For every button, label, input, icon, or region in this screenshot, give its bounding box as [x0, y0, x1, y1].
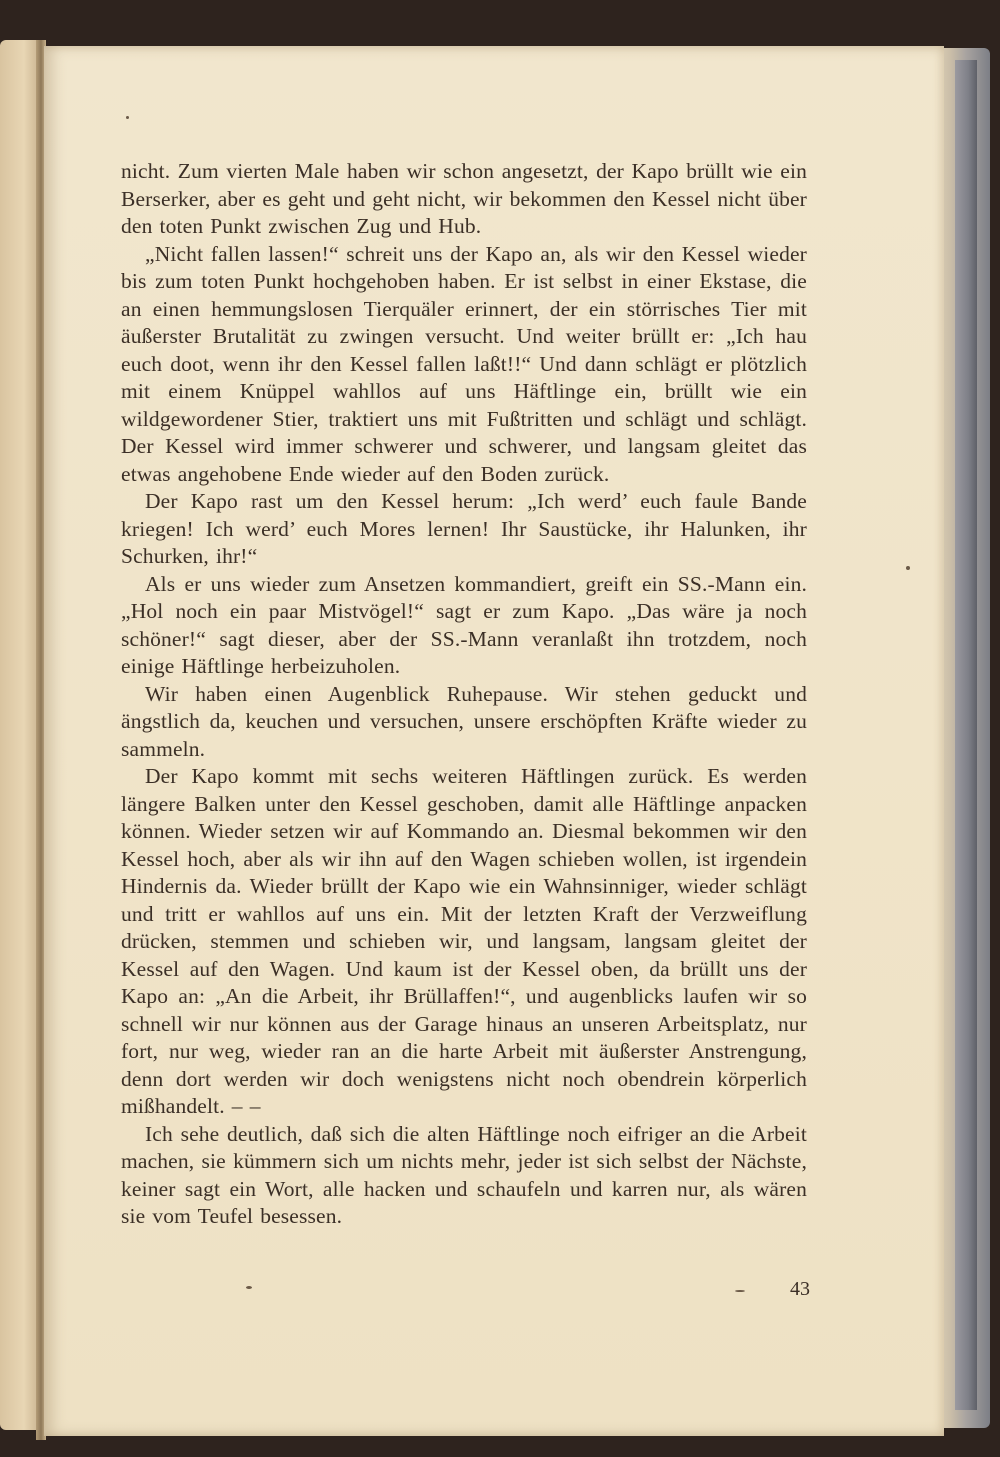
paragraph: „Nicht fallen lassen!“ schreit uns der Kapo an, als wir den Kessel wieder bis zum toten Punkt hochgehoben haben. Er ist selbst in einer Ekstase, die an einen hemmungslosen Tierquäler erinnert, der ein störrisches Tier mit äußerster Brutalität zu zwingen versucht. Und weiter brüllt er: „Ich hau euch doot, wenn ihr den Kessel fallen laßt!!“ Und dann schlägt er plötzlich mit einem Knüppel wahllos auf uns Häftlinge ein, brüllt wie ein wildgewordener Stier, traktiert uns mit Fußtritten und schlägt und schlägt. Der Kessel wird immer schwerer und schwerer, und langsam gleitet das etwas angehobene Ende wieder auf den Boden zurück. [121, 241, 807, 486]
book-cover-edge [955, 60, 977, 1410]
page-body-text [121, 158, 807, 1231]
paragraph: Ich sehe deutlich, daß sich die alten Häftlinge noch eifriger an die Arbeit machen, sie kümmern sich um nichts mehr, jeder ist sich selbst der Nächste, keiner sagt ein Wort, alle hacken und schaufeln und karren nur, als wären sie vom Teufel besessen. [121, 1121, 807, 1228]
paper-speck [735, 1290, 745, 1292]
paragraph: Wir haben einen Augenblick Ruhepause. Wir stehen geduckt und ängstlich da, keuchen und versuchen, unsere erschöpften Kräfte wieder zu sammeln. [121, 681, 807, 761]
paragraph: Der Kapo rast um den Kessel herum: „Ich werd’ euch faule Bande kriegen! Ich werd’ euch Mores lernen! Ihr Saustücke, ihr Halunken, ihr Schurken, ihr!“ [121, 489, 807, 568]
page-number: 43 [790, 1278, 810, 1300]
paragraph: nicht. Zum vierten Male haben wir schon angesetzt, der Kapo brüllt wie ein Berserker, aber es geht und geht nicht, wir bekommen den Kessel nicht über den toten Punkt zwischen Zug und Hub. [121, 159, 807, 238]
left-page-edge [0, 40, 40, 1430]
paper-speck [126, 116, 129, 119]
paragraph: Der Kapo kommt mit sechs weiteren Häftlingen zurück. Es werden längere Balken unter den Kessel geschoben, damit alle Häftlinge anpacken können. Wieder setzen wir auf Kommando an. Diesmal bekommen wir den Kessel hoch, aber als wir ihn auf den Wagen schieben wollen, ist irgendein Hindernis da. Wieder brüllt der Kapo wie ein Wahnsinniger, wieder schlägt und tritt er wahllos auf uns ein. Mit der letzten Kraft der Verzweiflung drücken, stemmen und schieben wir, und langsam, langsam gleitet der Kessel auf den Wagen. Und kaum ist der Kessel oben, da brüllt uns der Kapo an: „An die Arbeit, ihr Brüllaffen!“, und augenblicks laufen wir so schnell wir nur können aus der Garage hinaus an unseren Arbeitsplatz, nur fort, nur weg, wieder ran an die harte Arbeit mit äußerster Anstrengung, denn dort werden wir doch wenigstens nicht noch obendrein körperlich mißhandelt. – – [121, 764, 807, 1118]
paragraph: Als er uns wieder zum Ansetzen kommandiert, greift ein SS.-Mann ein. „Hol noch ein paar Mistvögel!“ sagt er zum Kapo. „Das wäre ja noch schöner!“ sagt dieser, aber der SS.-Mann veranlaßt ihn trotzdem, noch einige Häftlinge herbeizuholen. [121, 571, 807, 678]
paper-speck [246, 1286, 252, 1289]
paper-speck [906, 566, 910, 570]
